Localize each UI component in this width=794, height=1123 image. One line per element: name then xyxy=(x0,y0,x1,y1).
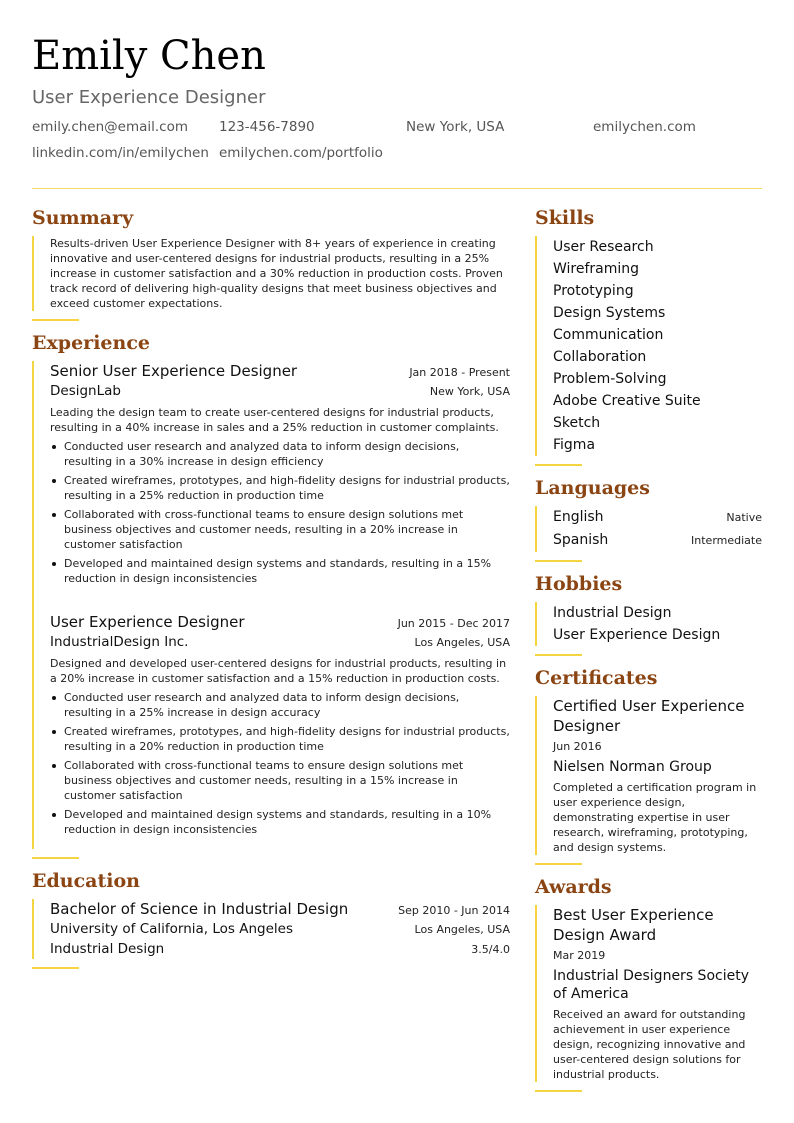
job-location: New York, USA xyxy=(429,385,510,398)
language-name: English xyxy=(553,509,604,525)
section-title: Summary xyxy=(32,207,134,229)
bullet-item: Conducted user research and analyzed data to inform design decisions, resulting in a 25% increase in design accuracy xyxy=(50,690,510,720)
experience-section xyxy=(32,331,510,859)
section-title: Languages xyxy=(535,477,650,499)
job-date: Jun 2015 - Dec 2017 xyxy=(397,617,510,630)
awards-section xyxy=(535,875,762,1092)
left-column xyxy=(32,206,510,979)
job-bullets xyxy=(50,439,510,586)
gpa: 3.5/4.0 xyxy=(471,943,510,956)
bullet-item: Developed and maintained design systems and standards, resulting in a 10% reduction in design inconsistencies xyxy=(50,807,510,837)
section-divider xyxy=(535,1090,582,1092)
section-title: Skills xyxy=(535,207,595,229)
skill-item: Collaboration xyxy=(553,349,647,365)
school-name: University of California, Los Angeles xyxy=(50,921,294,937)
education-body xyxy=(32,899,510,959)
job-date: Jan 2018 - Present xyxy=(409,366,510,379)
skills-section xyxy=(535,206,762,466)
degree-name: Bachelor of Science in Industrial Design xyxy=(50,900,349,918)
skill-item: Prototyping xyxy=(553,283,634,299)
languages-list xyxy=(535,506,762,552)
contact-email[interactable]: emily.chen@email.com xyxy=(32,119,189,135)
bullet-item: Conducted user research and analyzed data to inform design decisions, resulting in a 30% increase in design efficiency xyxy=(50,439,510,469)
section-divider xyxy=(535,863,582,865)
job-description: Designed and developed user-centered designs for industrial products, resulting in a 20% increase in customer satisfaction and a 15% reduction in production costs. xyxy=(50,657,507,685)
header-divider xyxy=(32,188,762,189)
bullet-item: Created wireframes, prototypes, and high-fidelity designs for industrial products, resulting in a 20% reduction in production time xyxy=(50,724,510,754)
languages-section xyxy=(535,476,762,562)
job-entry xyxy=(50,612,510,849)
section-title: Certificates xyxy=(535,667,658,689)
hobby-item: User Experience Design xyxy=(553,627,721,643)
section-title: Hobbies xyxy=(535,573,623,595)
skill-item: User Research xyxy=(553,239,654,255)
school-location: Los Angeles, USA xyxy=(414,923,510,936)
skill-item: Adobe Creative Suite xyxy=(553,393,701,409)
job-entry xyxy=(50,361,510,598)
candidate-name: Emily Chen xyxy=(32,33,266,79)
resume-header xyxy=(32,33,762,162)
education-date: Sep 2010 - Jun 2014 xyxy=(398,904,510,917)
education-section xyxy=(32,869,510,969)
hobbies-section xyxy=(535,572,762,656)
experience-body xyxy=(32,361,510,849)
hobby-item: Industrial Design xyxy=(553,605,672,621)
job-company: IndustrialDesign Inc. xyxy=(50,634,189,650)
job-title: User Experience Designer xyxy=(50,613,245,631)
certificate-entry xyxy=(535,696,762,855)
language-item xyxy=(553,506,762,529)
certificates-section xyxy=(535,666,762,865)
summary-text: Results-driven User Experience Designer with 8+ years of experience in creating innovative and user-centered designs for industrial products, resulting in a 25% increase in customer satisfaction and a 30% reduction in production costs. Proven track record of delivering high-quality designs that meet business objectives and exceed customer expectations. xyxy=(50,237,503,310)
award-date: Mar 2019 xyxy=(553,949,606,962)
section-divider xyxy=(535,464,582,466)
section-title: Education xyxy=(32,870,140,892)
job-description: Leading the design team to create user-centered designs for industrial products, resulting in a 40% increase in sales and a 25% reduction in customer complaints. xyxy=(50,406,499,434)
contact-linkedin[interactable]: linkedin.com/in/emilychen xyxy=(32,145,209,161)
skill-item: Problem-Solving xyxy=(553,371,667,387)
language-name: Spanish xyxy=(553,532,609,548)
summary-body xyxy=(32,236,510,311)
award-issuer: Industrial Designers Society of America xyxy=(553,968,749,1002)
job-bullets xyxy=(50,690,510,837)
language-item xyxy=(553,529,762,552)
skill-item: Sketch xyxy=(553,415,601,431)
skills-list xyxy=(535,236,762,456)
certificate-name: Certified User Experience Designer xyxy=(553,697,745,735)
language-level: Native xyxy=(726,511,762,524)
bullet-item: Developed and maintained design systems and standards, resulting in a 15% reduction in design inconsistencies xyxy=(50,556,510,586)
section-title: Experience xyxy=(32,332,150,354)
contact-phone[interactable]: 123-456-7890 xyxy=(219,119,315,135)
job-title: Senior User Experience Designer xyxy=(50,362,298,380)
contact-location: New York, USA xyxy=(406,119,505,135)
certificate-issuer: Nielsen Norman Group xyxy=(553,759,712,775)
field-of-study: Industrial Design xyxy=(50,941,165,957)
contact-website[interactable]: emilychen.com xyxy=(593,119,696,135)
section-divider xyxy=(32,319,79,321)
contact-portfolio[interactable]: emilychen.com/portfolio xyxy=(219,145,383,161)
section-title: Awards xyxy=(535,876,612,898)
job-company: DesignLab xyxy=(50,383,121,399)
right-column xyxy=(535,206,762,1102)
section-divider xyxy=(32,857,79,859)
skill-item: Figma xyxy=(553,437,596,453)
section-divider xyxy=(32,967,79,969)
bullet-item: Created wireframes, prototypes, and high-fidelity designs for industrial products, resulting in a 25% reduction in production time xyxy=(50,473,510,503)
skill-item: Wireframing xyxy=(553,261,640,277)
bullet-item: Collaborated with cross-functional teams to ensure design solutions met business objectives and customer needs, resulting in a 15% increase in customer satisfaction xyxy=(50,758,510,803)
section-divider xyxy=(535,654,582,656)
summary-section xyxy=(32,206,510,321)
award-name: Best User Experience Design Award xyxy=(553,906,714,944)
award-entry xyxy=(535,905,762,1082)
bullet-item: Collaborated with cross-functional teams to ensure design solutions met business objectives and customer needs, resulting in a 20% increase in customer satisfaction xyxy=(50,507,510,552)
skill-item: Communication xyxy=(553,327,664,343)
job-location: Los Angeles, USA xyxy=(414,636,510,649)
certificate-date: Jun 2016 xyxy=(553,740,602,753)
hobbies-list xyxy=(535,602,762,646)
certificate-description: Completed a certification program in user experience design, demonstrating expertise in user research, wireframing, prototyping, and design systems. xyxy=(553,781,757,854)
contact-list xyxy=(32,118,762,162)
language-level: Intermediate xyxy=(691,534,762,547)
section-divider xyxy=(535,560,582,562)
candidate-role: User Experience Designer xyxy=(32,87,266,108)
award-description: Received an award for outstanding achievement in user experience design, recognizing innovative and user-centered design solutions for industrial products. xyxy=(553,1008,746,1081)
skill-item: Design Systems xyxy=(553,305,666,321)
